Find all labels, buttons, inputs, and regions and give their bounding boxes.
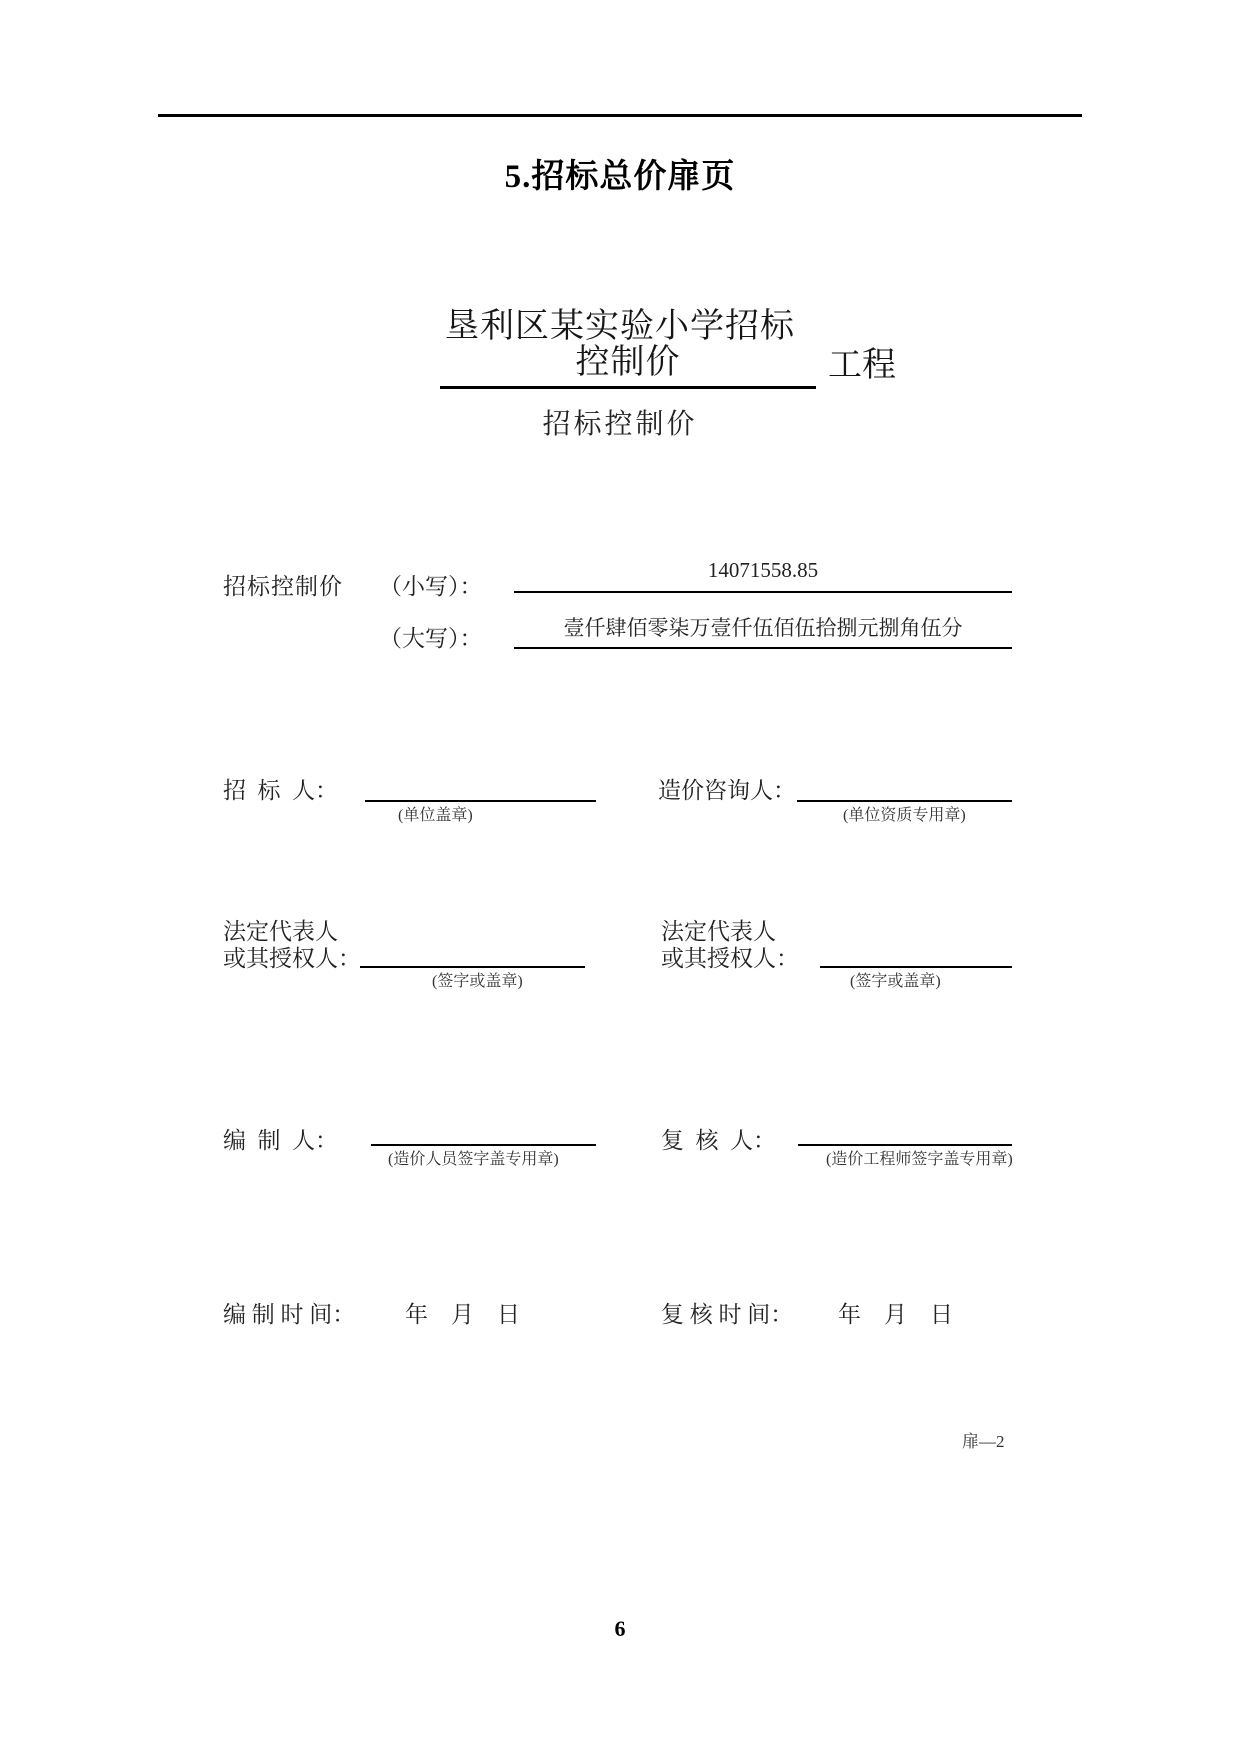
form-code: 扉—2 (962, 1432, 1005, 1451)
price-small-writing-value: 14071558.85 (514, 558, 1012, 593)
price-capital-writing-value: 壹仟肆佰零柒万壹仟伍佰伍拾捌元捌角伍分 (514, 612, 1012, 649)
reviewer-signature-blank (798, 1118, 1012, 1146)
legal-representative-left-line2: 或其授权人： (223, 946, 361, 971)
bidder-seal-caption: (单位盖章) (398, 807, 473, 824)
page-number: 6 (614, 1616, 626, 1641)
bidder-signature-blank (365, 774, 596, 802)
prepare-time-label: 编 制 时 间： (223, 1302, 356, 1327)
document-subtitle: 招标控制价 (542, 409, 698, 440)
cost-consultant-signature-blank (797, 774, 1012, 802)
project-title-suffix: 工程 (828, 347, 896, 384)
legal-representative-right-line2: 或其授权人： (661, 946, 799, 971)
legal-representative-left-caption: (签字或盖章) (432, 973, 523, 990)
header-rule (158, 114, 1082, 117)
preparer-seal-caption: (造价人员签字盖专用章) (388, 1151, 559, 1168)
review-time-date-placeholder: 年 月 日 (838, 1302, 953, 1327)
legal-representative-right-line1: 法定代表人 (661, 919, 776, 944)
preparer-signature-blank (371, 1118, 596, 1146)
legal-representative-left-label (223, 918, 361, 972)
reviewer-seal-caption: (造价工程师签字盖专用章) (826, 1151, 1013, 1168)
legal-representative-left-signature-blank (360, 940, 585, 968)
preparer-label: 编 制 人： (223, 1128, 338, 1153)
bidder-label: 招 标 人： (223, 778, 338, 803)
legal-representative-right-label (661, 918, 799, 972)
review-time-label: 复 核 时 间： (661, 1302, 794, 1327)
page-heading: 5.招标总价扉页 (504, 159, 736, 195)
price-row-label: 招标控制价 (223, 574, 343, 599)
prepare-time-date-placeholder: 年 月 日 (405, 1302, 520, 1327)
cost-consultant-label: 造价咨询人： (658, 778, 796, 803)
project-title-line2 (440, 334, 896, 389)
legal-representative-right-caption: (签字或盖章) (850, 973, 941, 990)
project-title-underlined-text: 控制价 (440, 334, 816, 389)
project-title-line1: 垦利区某实验小学招标 (445, 308, 795, 345)
cost-consultant-seal-caption: (单位资质专用章) (843, 807, 966, 824)
price-small-writing-label: （小写）： (379, 574, 483, 599)
legal-representative-left-line1: 法定代表人 (223, 919, 338, 944)
price-capital-writing-label: （大写）： (379, 626, 483, 651)
legal-representative-right-signature-blank (820, 940, 1012, 968)
reviewer-label: 复 核 人： (661, 1128, 776, 1153)
